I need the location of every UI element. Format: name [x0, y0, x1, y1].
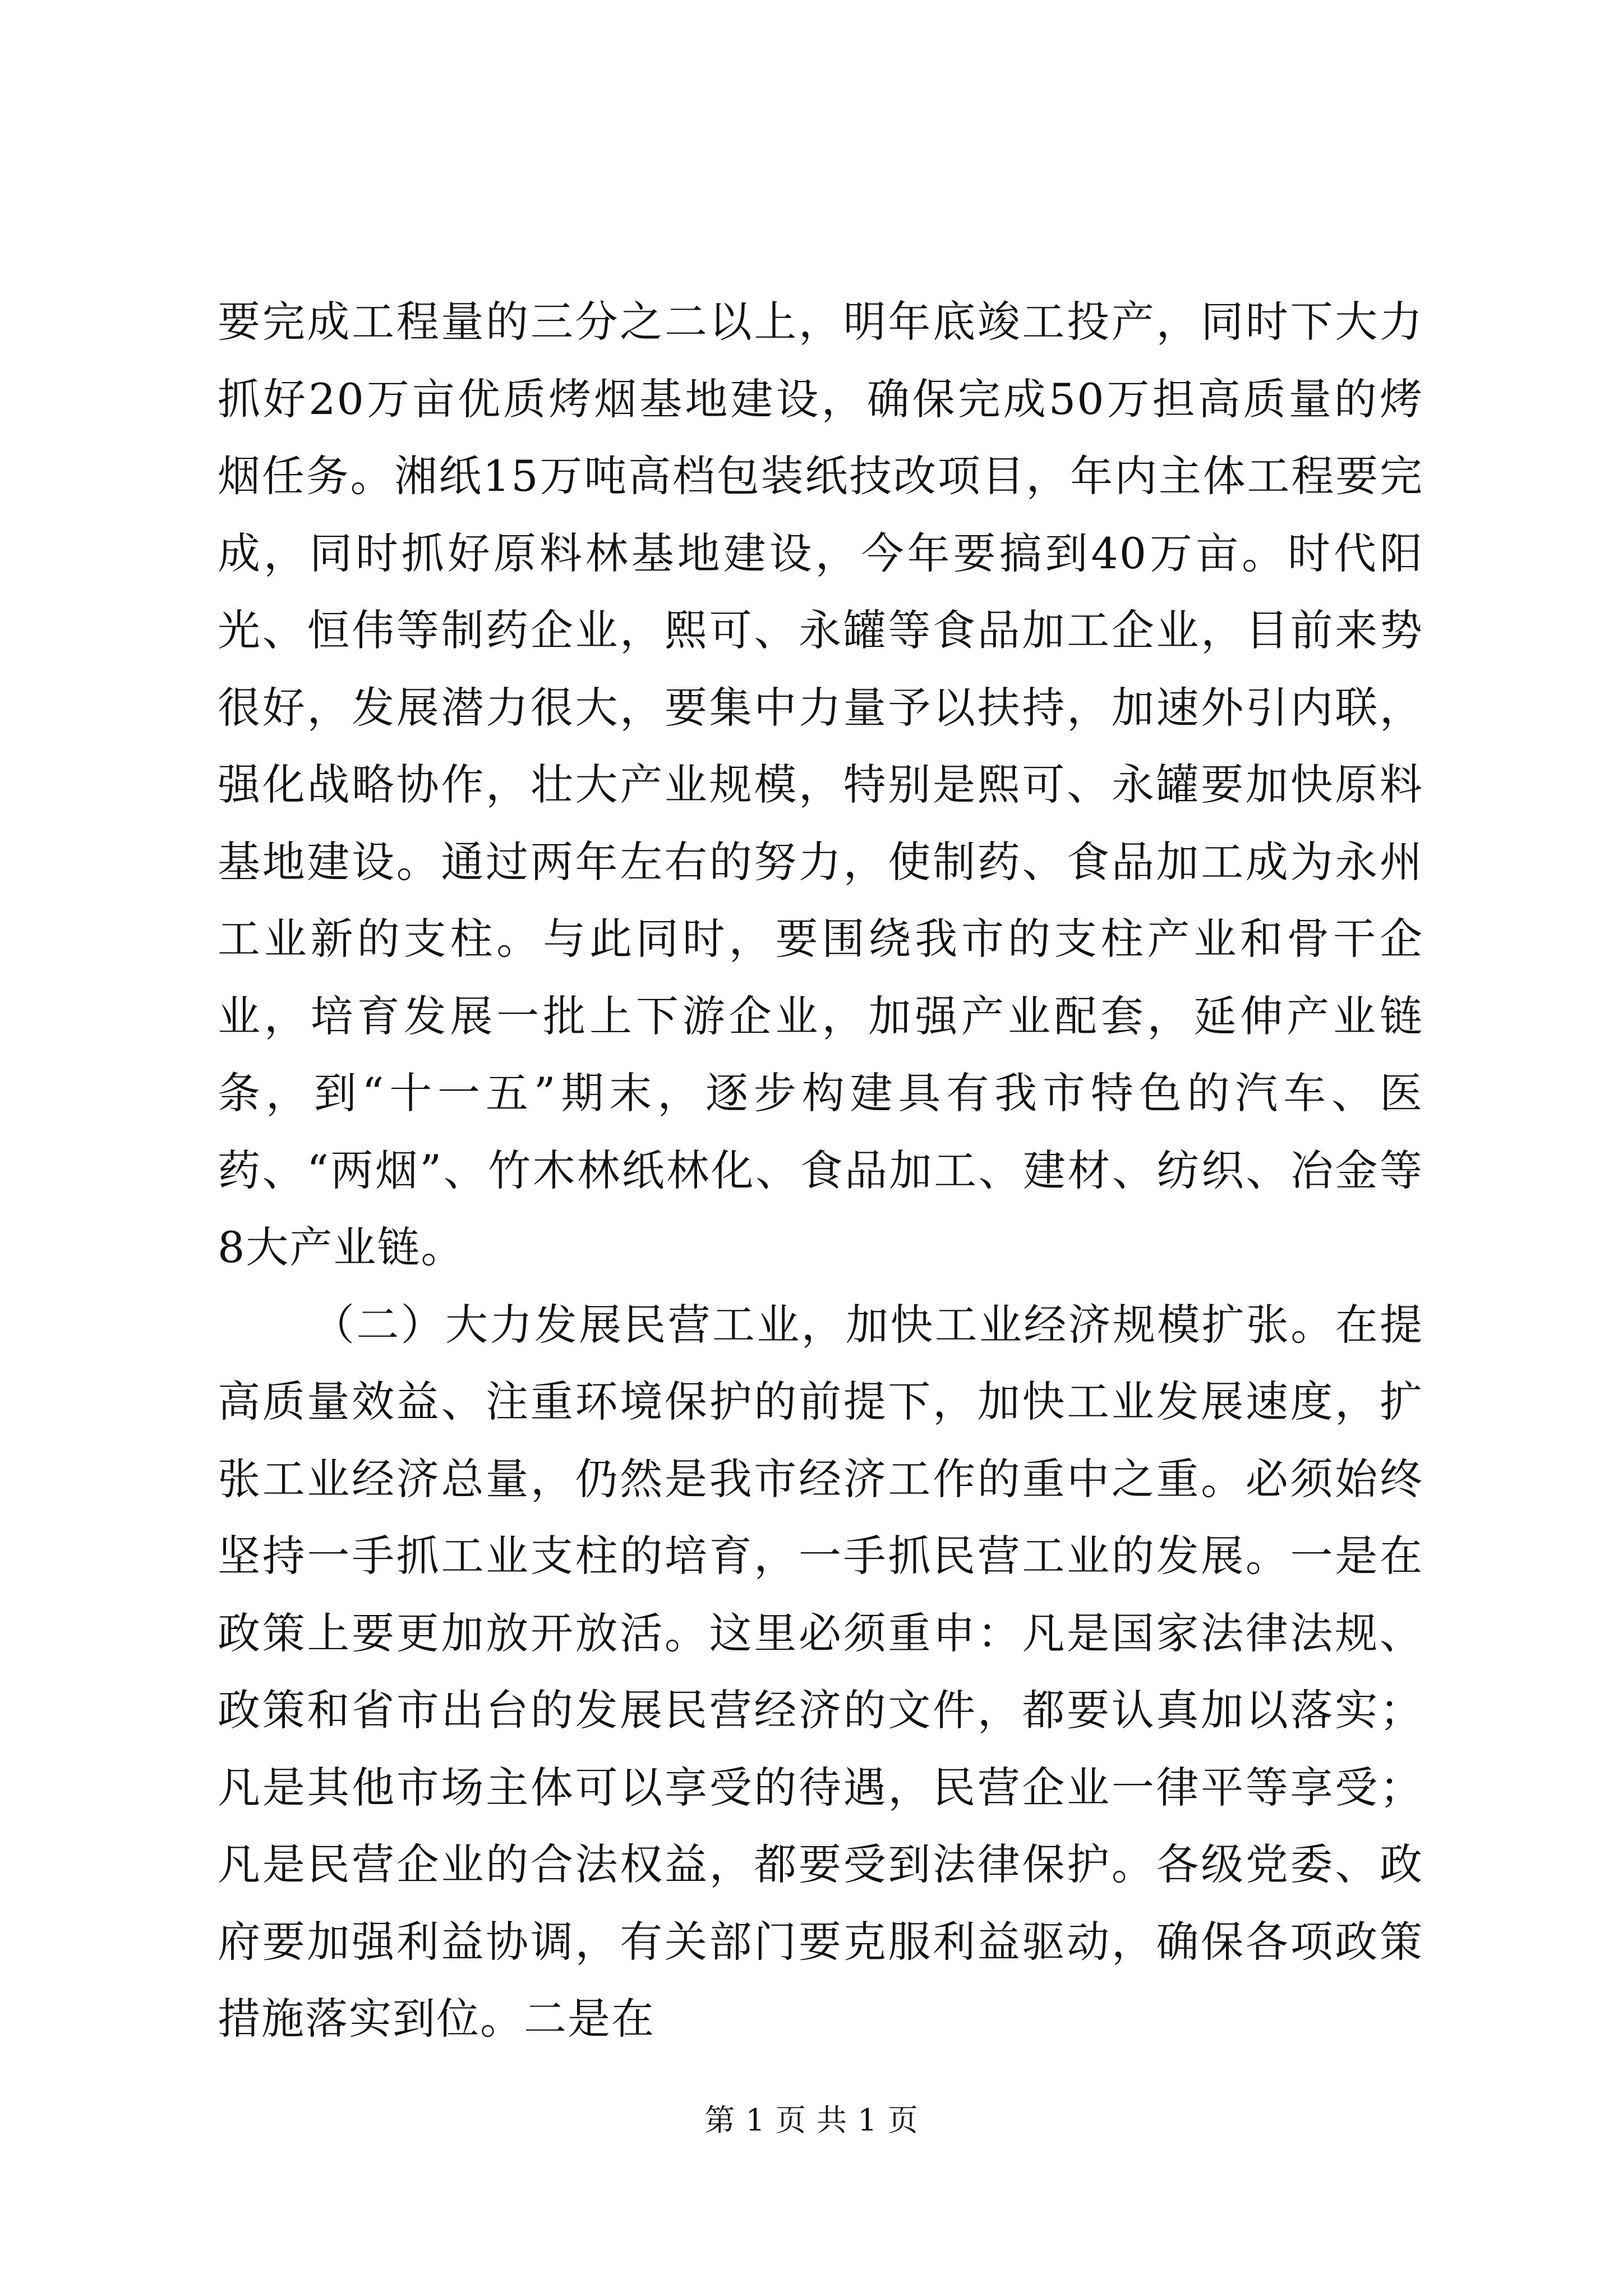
- page-footer: 第 1 页 共 1 页: [704, 2102, 919, 2138]
- paragraph-1: 要完成工程量的三分之二以上，明年底竣工投产，同时下大力抓好20万亩优质烤烟基地建设，确保完成50万担高质量的烤烟任务。湘纸15万吨高档包装纸技改项目，年内主体工程要完成，同时抓好原料林基地建设，今年要搞到40万亩。时代阳光、恒伟等制药企业，熙可、永罐等食品加工企业，目前来势很好，发展潜力很大，要集中力量予以扶持，加速外引内联，强化战略协作，壮大产业规模，特别是熙可、永罐要加快原料基地建设。通过两年左右的努力，使制药、食品加工成为永州工业新的支柱。与此同时，要围绕我市的支柱产业和骨干企业，培育发展一批上下游企业，加强产业配套，延伸产业链条，到“十一五”期末，逐步构建具有我市特色的汽车、医药、“两烟”、竹木林纸林化、食品加工、建材、纺织、冶金等8大产业链。: [218, 297, 1423, 1272]
- document-body: [218, 283, 1423, 2058]
- paragraph-2: （二）大力发展民营工业，加快工业经济规模扩张。在提高质量效益、注重环境保护的前提下，加快工业发展速度，扩张工业经济总量，仍然是我市经济工作的重中之重。必须始终坚持一手抓工业支柱的培育，一手抓民营工业的发展。一是在政策上要更加放开放活。这里必须重申：凡是国家法律法规、政策和省市出台的发展民营经济的文件，都要认真加以落实；凡是其他市场主体可以享受的待遇，民营企业一律平等享受；凡是民营企业的合法权益，都要受到法律保护。各级党委、政府要加强利益协调，有关部门要克服利益驱动，确保各项政策措施落实到位。二是在: [218, 1299, 1423, 2044]
